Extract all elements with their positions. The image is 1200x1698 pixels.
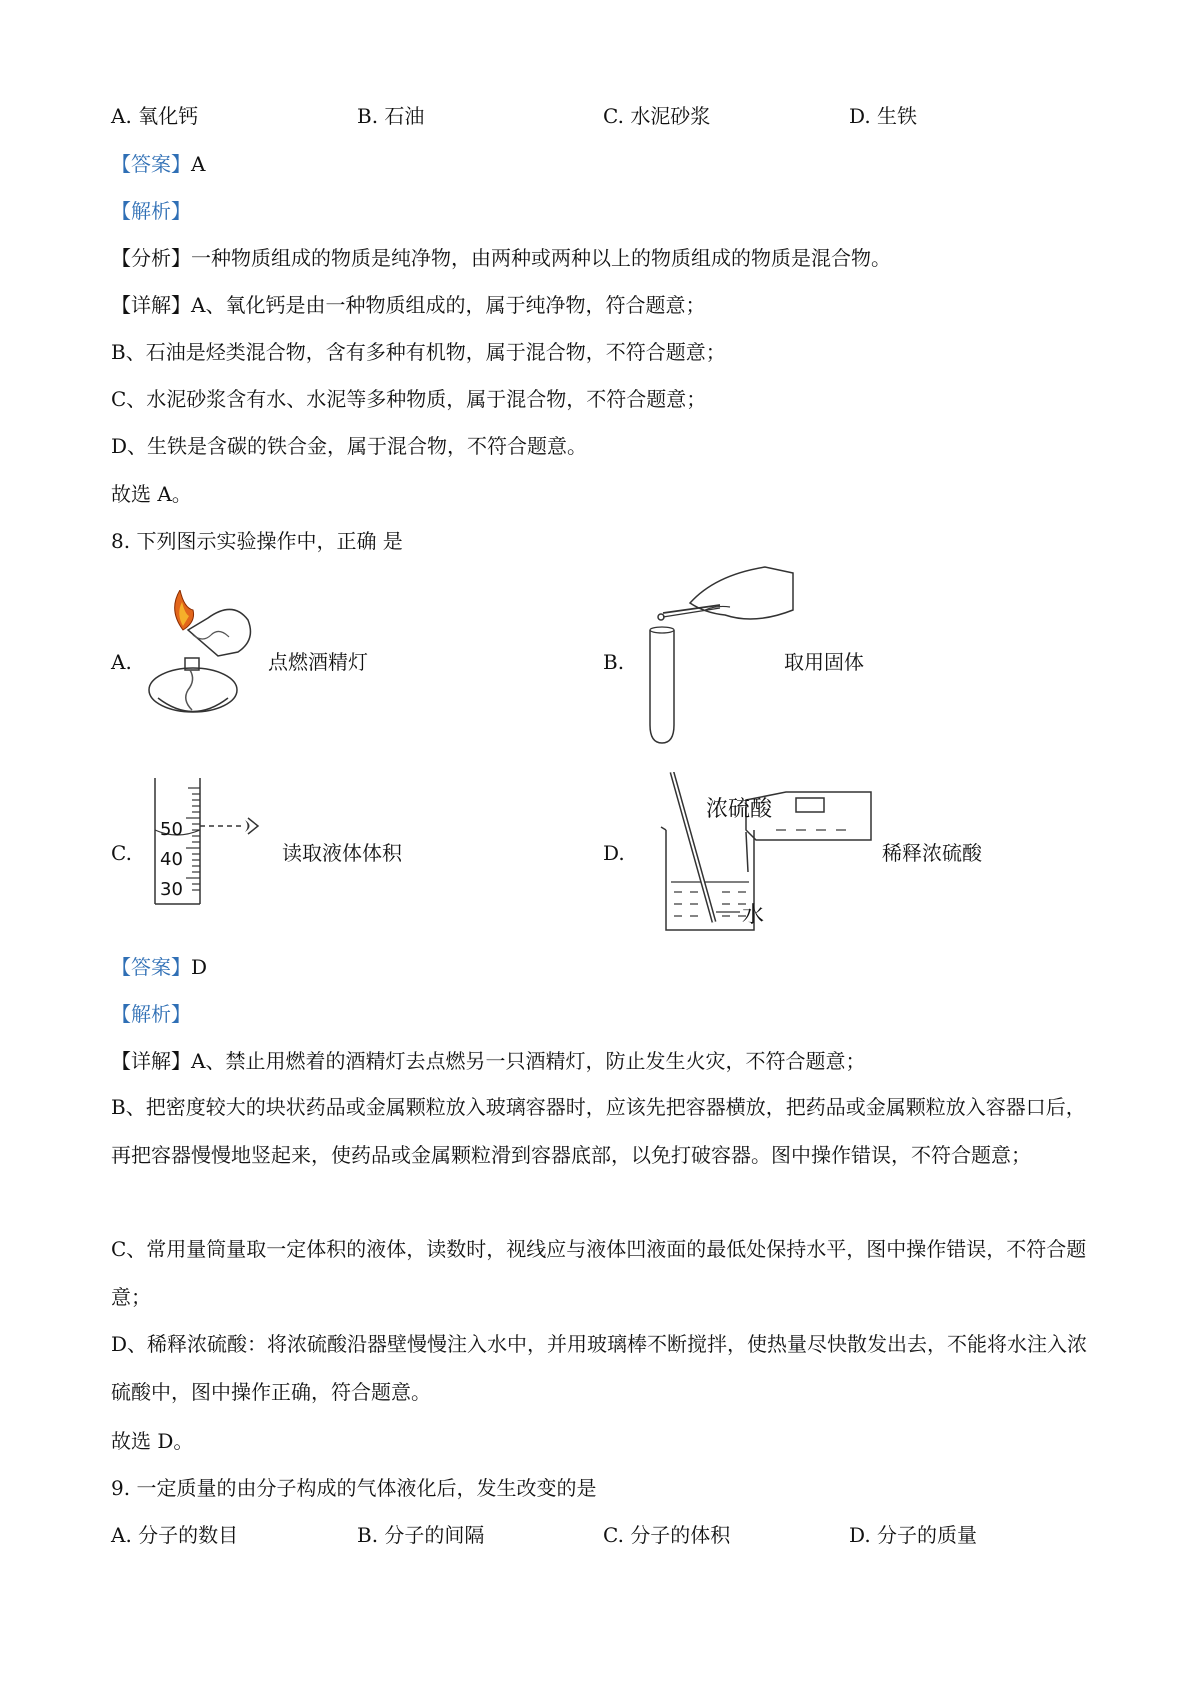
q7-option-a: A. 氧化钙 — [111, 104, 199, 128]
test-tube-figure — [635, 565, 795, 745]
beaker-label-acid: 浓硫酸 — [706, 797, 773, 822]
q8-fig-d-letter: D. — [603, 841, 625, 865]
q8-fig-d-caption: 稀释浓硫酸 — [882, 841, 982, 865]
q7-analysis-tag: 【解析】 — [111, 199, 191, 223]
q7-fenxi: 【分析】一种物质组成的物质是纯净物，由两种或两种以上的物质组成的物质是混合物。 — [111, 246, 891, 270]
answer-tag: 【答案】 — [111, 955, 191, 979]
q7-detail-d: D、生铁是含碳的铁合金，属于混合物，不符合题意。 — [111, 434, 588, 458]
q7-detail-a: 【详解】A、氧化钙是由一种物质组成的，属于纯净物，符合题意； — [111, 293, 706, 317]
q8-fig-a-caption: 点燃酒精灯 — [268, 650, 368, 674]
q7-detail-b: B、石油是烃类混合物，含有多种有机物，属于混合物，不符合题意； — [111, 340, 726, 364]
q8-fig-c-caption: 读取液体体积 — [282, 841, 402, 865]
q8-detail-b: B、把密度较大的块状药品或金属颗粒放入玻璃容器时，应该先把容器横放，把药品或金属颗粒放入容器口后，再把容器慢慢地竖起来，使药品或金属颗粒滑到容器底部，以免打破容器。图中操作错误，不符合题意； — [111, 1095, 1086, 1167]
q9-stem: 9. 一定质量的由分子构成的气体液化后，发生改变的是 — [111, 1476, 597, 1500]
q8-conclusion: 故选 D。 — [111, 1429, 194, 1453]
q8-fig-b-letter: B. — [603, 650, 625, 674]
cylinder-tick-40: 40 — [160, 849, 183, 870]
cylinder-tick-30: 30 — [160, 879, 183, 900]
q7-option-c: C. 水泥砂浆 — [603, 104, 711, 128]
q9-option-d: D. 分子的质量 — [849, 1523, 978, 1547]
q9-option-b: B. 分子的间隔 — [357, 1523, 485, 1547]
q8-analysis-tag: 【解析】 — [111, 1002, 191, 1026]
q7-option-d: D. 生铁 — [849, 104, 918, 128]
alcohol-lamp-figure — [138, 590, 268, 730]
q8-fig-c-letter: C. — [111, 841, 132, 865]
q9-option-a: A. 分子的数目 — [111, 1523, 239, 1547]
answer-tag: 【答案】 — [111, 152, 191, 176]
q8-detail-c: C、常用量筒量取一定体积的液体，读数时，视线应与液体凹液面的最低处保持水平，图中操作错误，不符合题意； — [111, 1237, 1087, 1309]
q8-stem: 8. 下列图示实验操作中，正确 是 — [111, 529, 403, 553]
beaker-label-water: 水 — [742, 903, 765, 928]
q8-detail-d: D、稀释浓硫酸：将浓硫酸沿器壁慢慢注入水中，并用玻璃棒不断搅拌，使热量尽快散发出去，不能将水注入浓硫酸中，图中操作正确，符合题意。 — [111, 1332, 1088, 1404]
q8-fig-a-letter: A. — [111, 650, 132, 674]
q8-detail-a: 【详解】A、禁止用燃着的酒精灯去点燃另一只酒精灯，防止发生火灾，不符合题意； — [111, 1049, 866, 1073]
q7-answer: 【答案】A — [111, 152, 206, 176]
q8-answer: 【答案】D — [111, 955, 208, 979]
q8-fig-b-caption: 取用固体 — [784, 650, 864, 674]
q7-option-b: B. 石油 — [357, 104, 425, 128]
q7-detail-c: C、水泥砂浆含有水、水泥等多种物质，属于混合物，不符合题意； — [111, 387, 707, 411]
q7-conclusion: 故选 A。 — [111, 482, 192, 506]
q9-option-c: C. 分子的体积 — [603, 1523, 731, 1547]
cylinder-tick-50: 50 — [160, 819, 183, 840]
